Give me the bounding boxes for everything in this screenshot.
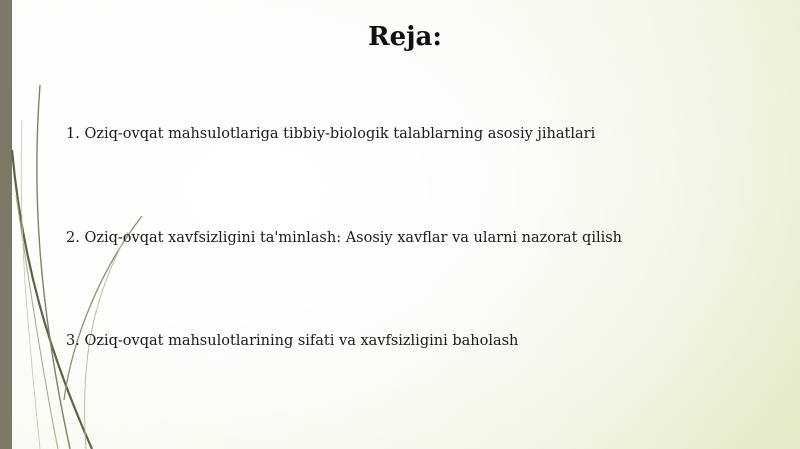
- plan-item-1: 1. Oziq-ovqat mahsulotlariga tibbiy-biologik talablarning asosiy jihatlari: [66, 126, 596, 142]
- slide-title: Reja:: [367, 22, 442, 52]
- plan-item-2: 2. Oziq-ovqat xavfsizligini ta'minlash: Asosiy xavflar va ularni nazorat qilish: [66, 230, 623, 246]
- grass-blade-main: [12, 150, 92, 449]
- grass-decoration: [0, 0, 160, 449]
- plan-item-3: 3. Oziq-ovqat mahsulotlarining sifati va xavfsizligini baholash: [66, 333, 519, 349]
